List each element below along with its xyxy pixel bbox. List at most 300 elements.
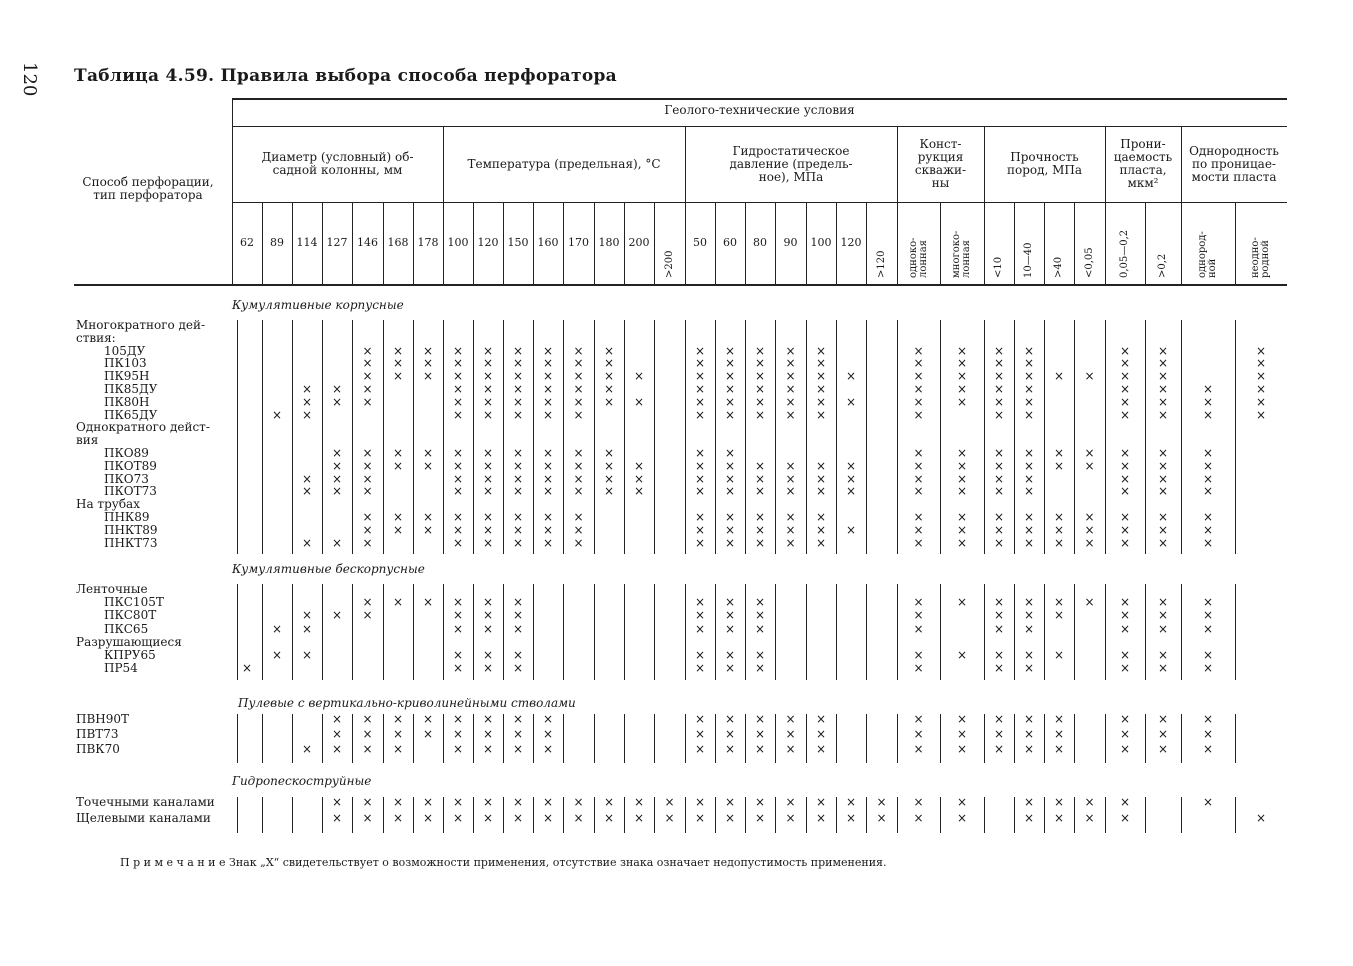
- mark-cell: ×: [542, 343, 554, 358]
- mark-cell: ×: [1119, 795, 1131, 809]
- column-line: [1145, 797, 1146, 833]
- column-line: [1014, 202, 1015, 284]
- row-label: ПК95Н: [104, 369, 150, 384]
- column-line: [654, 584, 655, 680]
- mark-cell: ×: [301, 407, 313, 422]
- column-header: 178: [417, 236, 439, 249]
- mark-cell: ×: [603, 471, 615, 486]
- mark-cell: ×: [913, 535, 924, 550]
- column-line: [1181, 797, 1182, 833]
- column-line: [1105, 584, 1106, 680]
- mark-cell: ×: [573, 535, 584, 550]
- mark-cell: ×: [1255, 407, 1267, 422]
- mark-cell: ×: [724, 661, 736, 676]
- column-line: [322, 320, 323, 554]
- column-line: [984, 797, 985, 833]
- mark-cell: ×: [603, 446, 615, 460]
- mark-cell: ×: [452, 510, 464, 524]
- mark-cell: ×: [392, 510, 404, 524]
- column-line: [775, 584, 776, 680]
- mark-cell: ×: [331, 446, 343, 460]
- column-header: 150: [507, 236, 529, 249]
- column-line: [624, 714, 625, 763]
- mark-cell: ×: [993, 356, 1005, 371]
- mark-cell: ×: [512, 369, 524, 384]
- mark-cell: ×: [694, 458, 706, 473]
- mark-cell: ×: [956, 712, 968, 726]
- column-line: [232, 98, 233, 284]
- mark-cell: ×: [1023, 446, 1035, 460]
- mark-cell: ×: [512, 608, 524, 623]
- column-line: [443, 797, 444, 833]
- mark-cell: ×: [1119, 661, 1131, 676]
- mark-cell: ×: [694, 795, 706, 809]
- mark-cell: ×: [452, 535, 464, 550]
- column-line: [685, 320, 686, 554]
- column-line: [775, 714, 776, 763]
- mark-cell: ×: [452, 712, 464, 726]
- header-construction: Конст- рукция скважи- ны: [914, 137, 967, 190]
- mark-cell: ×: [913, 595, 924, 610]
- mark-cell: ×: [542, 712, 554, 726]
- mark-cell: ×: [512, 595, 524, 610]
- mark-cell: ×: [1023, 369, 1035, 384]
- mark-cell: ×: [452, 471, 464, 486]
- mark-cell: ×: [633, 369, 645, 384]
- column-header: 160: [537, 236, 559, 249]
- mark-cell: ×: [1023, 458, 1035, 473]
- mark-cell: ×: [724, 621, 736, 636]
- mark-cell: ×: [724, 356, 736, 371]
- mark-cell: ×: [724, 394, 736, 409]
- column-line: [806, 320, 807, 554]
- mark-cell: ×: [1023, 595, 1035, 610]
- mark-cell: ×: [301, 382, 313, 396]
- mark-cell: ×: [482, 535, 494, 550]
- mark-cell: ×: [331, 795, 343, 809]
- column-line: [352, 714, 353, 763]
- mark-cell: ×: [754, 343, 766, 358]
- mark-cell: ×: [542, 394, 554, 409]
- mark-cell: ×: [815, 522, 827, 537]
- row-label: ПНКТ73: [104, 535, 158, 550]
- column-header: 100: [447, 236, 469, 249]
- column-line: [473, 584, 474, 680]
- mark-cell: ×: [1084, 369, 1095, 384]
- mark-cell: ×: [993, 535, 1005, 550]
- mark-cell: ×: [512, 382, 524, 396]
- mark-cell: ×: [1023, 471, 1035, 486]
- mark-cell: ×: [603, 382, 615, 396]
- column-line: [352, 797, 353, 833]
- column-header: 120: [840, 236, 862, 249]
- column-line: [262, 714, 263, 763]
- column-line: [866, 202, 867, 284]
- mark-cell: ×: [754, 648, 766, 662]
- mark-cell: ×: [815, 382, 827, 396]
- mark-cell: ×: [754, 727, 766, 741]
- mark-cell: ×: [724, 369, 736, 384]
- row-label: Однократного дейст-: [76, 420, 210, 435]
- mark-cell: ×: [956, 742, 968, 756]
- mark-cell: ×: [1084, 458, 1095, 473]
- mark-cell: ×: [1053, 522, 1065, 537]
- mark-cell: ×: [1157, 446, 1169, 460]
- mark-cell: ×: [694, 712, 706, 726]
- mark-cell: ×: [913, 811, 924, 825]
- mark-cell: ×: [1119, 394, 1131, 409]
- column-line: [1235, 202, 1236, 284]
- mark-cell: ×: [785, 484, 796, 499]
- mark-cell: ×: [512, 621, 524, 636]
- rule-line: [232, 126, 1287, 127]
- mark-cell: ×: [1157, 407, 1169, 422]
- column-line: [836, 797, 837, 833]
- column-line: [413, 320, 414, 554]
- mark-cell: ×: [1053, 535, 1065, 550]
- mark-cell: ×: [694, 727, 706, 741]
- column-line: [413, 714, 414, 763]
- mark-cell: ×: [573, 394, 584, 409]
- mark-cell: ×: [956, 446, 968, 460]
- mark-cell: ×: [422, 811, 434, 825]
- mark-cell: ×: [754, 369, 766, 384]
- column-line: [1235, 714, 1236, 763]
- mark-cell: ×: [452, 811, 464, 825]
- column-line: [292, 797, 293, 833]
- column-line: [1105, 202, 1106, 284]
- mark-cell: ×: [993, 522, 1005, 537]
- mark-cell: ×: [913, 394, 924, 409]
- mark-cell: ×: [603, 394, 615, 409]
- row-label: ПНКТ89: [104, 522, 158, 537]
- mark-cell: ×: [331, 484, 343, 499]
- mark-cell: ×: [452, 369, 464, 384]
- column-line: [1105, 714, 1106, 763]
- mark-cell: ×: [1023, 648, 1035, 662]
- mark-cell: ×: [694, 369, 706, 384]
- mark-cell: ×: [392, 356, 404, 371]
- mark-cell: ×: [1053, 608, 1065, 623]
- mark-cell: ×: [512, 407, 524, 422]
- column-line: [1235, 797, 1236, 833]
- column-line: [352, 320, 353, 554]
- row-label: ПНК89: [104, 510, 150, 524]
- mark-cell: ×: [956, 535, 968, 550]
- mark-cell: ×: [422, 458, 434, 473]
- mark-cell: ×: [694, 356, 706, 371]
- mark-cell: ×: [603, 356, 615, 371]
- column-line: [654, 714, 655, 763]
- mark-cell: ×: [785, 712, 796, 726]
- mark-cell: ×: [694, 382, 706, 396]
- mark-cell: ×: [694, 394, 706, 409]
- mark-cell: ×: [694, 522, 706, 537]
- mark-cell: ×: [482, 458, 494, 473]
- mark-cell: ×: [301, 648, 313, 662]
- mark-cell: ×: [362, 712, 373, 726]
- mark-cell: ×: [815, 712, 827, 726]
- mark-cell: ×: [993, 712, 1005, 726]
- mark-cell: ×: [1202, 712, 1214, 726]
- column-line: [984, 714, 985, 763]
- mark-cell: ×: [815, 727, 827, 741]
- mark-cell: ×: [694, 621, 706, 636]
- mark-cell: ×: [331, 608, 343, 623]
- column-header: 114: [296, 236, 318, 249]
- mark-cell: ×: [362, 510, 373, 524]
- mark-cell: ×: [724, 795, 736, 809]
- mark-cell: ×: [1202, 458, 1214, 473]
- mark-cell: ×: [331, 382, 343, 396]
- mark-cell: ×: [1202, 394, 1214, 409]
- row-label: ПКС65: [104, 621, 149, 636]
- header-homogeneity: Однородность по проницае- мости пласта: [1189, 143, 1279, 184]
- column-line: [503, 320, 504, 554]
- mark-cell: ×: [1202, 382, 1214, 396]
- column-header: <0,05: [1083, 247, 1095, 278]
- mark-cell: ×: [724, 742, 736, 756]
- column-line: [383, 797, 384, 833]
- mark-cell: ×: [452, 727, 464, 741]
- row-label: вия: [76, 433, 99, 448]
- column-line: [237, 797, 238, 833]
- column-header: 50: [693, 236, 707, 249]
- table-note: П р и м е ч а н и е Знак „X“ свидетельствует о возможности применения, отсутствие знака означает недопустимость применения.: [120, 856, 887, 869]
- column-line: [866, 584, 867, 680]
- mark-cell: ×: [993, 621, 1005, 636]
- mark-cell: ×: [422, 595, 434, 610]
- header-pressure: Гидростатическое давление (предель- ное), МПа: [729, 143, 853, 184]
- rule-line: [232, 202, 1287, 203]
- column-line: [806, 584, 807, 680]
- mark-cell: ×: [1084, 795, 1095, 809]
- column-header: одноко- лонная: [907, 237, 929, 278]
- mark-cell: ×: [1202, 484, 1214, 499]
- mark-cell: ×: [815, 458, 827, 473]
- mark-cell: ×: [1053, 369, 1065, 384]
- mark-cell: ×: [876, 795, 887, 809]
- mark-cell: ×: [512, 661, 524, 676]
- mark-cell: ×: [482, 407, 494, 422]
- mark-cell: ×: [482, 471, 494, 486]
- column-line: [594, 797, 595, 833]
- mark-cell: ×: [1119, 648, 1131, 662]
- mark-cell: ×: [452, 595, 464, 610]
- mark-cell: ×: [956, 595, 968, 610]
- column-line: [443, 584, 444, 680]
- mark-cell: ×: [1202, 446, 1214, 460]
- column-line: [262, 797, 263, 833]
- mark-cell: ×: [512, 742, 524, 756]
- mark-cell: ×: [1119, 484, 1131, 499]
- mark-cell: ×: [512, 727, 524, 741]
- mark-cell: ×: [1023, 343, 1035, 358]
- mark-cell: ×: [754, 595, 766, 610]
- column-line: [866, 797, 867, 833]
- mark-cell: ×: [512, 795, 524, 809]
- mark-cell: ×: [993, 742, 1005, 756]
- row-label: ПР54: [104, 661, 138, 676]
- mark-cell: ×: [331, 742, 343, 756]
- column-line: [594, 714, 595, 763]
- column-line: [1074, 202, 1075, 284]
- mark-cell: ×: [362, 595, 373, 610]
- mark-cell: ×: [724, 471, 736, 486]
- mark-cell: ×: [392, 458, 404, 473]
- column-line: [443, 320, 444, 554]
- mark-cell: ×: [633, 471, 645, 486]
- mark-cell: ×: [362, 608, 373, 623]
- column-header: 120: [477, 236, 499, 249]
- column-line: [262, 320, 263, 554]
- mark-cell: ×: [512, 394, 524, 409]
- column-line: [624, 320, 625, 554]
- mark-cell: ×: [452, 446, 464, 460]
- mark-cell: ×: [694, 484, 706, 499]
- column-header: многоко- лонная: [951, 230, 972, 278]
- mark-cell: ×: [1084, 535, 1095, 550]
- mark-cell: ×: [785, 356, 796, 371]
- column-line: [745, 714, 746, 763]
- mark-cell: ×: [913, 712, 924, 726]
- column-line: [473, 797, 474, 833]
- mark-cell: ×: [913, 343, 924, 358]
- mark-cell: ×: [1202, 621, 1214, 636]
- mark-cell: ×: [301, 621, 313, 636]
- column-line: [292, 320, 293, 554]
- mark-cell: ×: [724, 484, 736, 499]
- mark-cell: ×: [573, 369, 584, 384]
- mark-cell: ×: [1202, 648, 1214, 662]
- mark-cell: ×: [785, 382, 796, 396]
- section-title: Кумулятивные корпусные: [232, 298, 404, 312]
- mark-cell: ×: [482, 343, 494, 358]
- mark-cell: ×: [1084, 595, 1095, 610]
- mark-cell: ×: [754, 471, 766, 486]
- mark-cell: ×: [512, 510, 524, 524]
- mark-cell: ×: [993, 458, 1005, 473]
- mark-cell: ×: [301, 742, 313, 756]
- mark-cell: ×: [913, 727, 924, 741]
- mark-cell: ×: [785, 535, 796, 550]
- mark-cell: ×: [1119, 712, 1131, 726]
- mark-cell: ×: [301, 608, 313, 623]
- row-label: Ленточные: [76, 582, 148, 596]
- column-line: [322, 714, 323, 763]
- column-line: [594, 320, 595, 554]
- mark-cell: ×: [1119, 811, 1131, 825]
- mark-cell: ×: [694, 510, 706, 524]
- column-line: [1014, 797, 1015, 833]
- column-header: 146: [357, 236, 378, 249]
- mark-cell: ×: [452, 458, 464, 473]
- row-label: ПКО89: [104, 446, 149, 460]
- mark-cell: ×: [993, 484, 1005, 499]
- mark-cell: ×: [512, 535, 524, 550]
- row-label: ПКО73: [104, 471, 149, 486]
- mark-cell: ×: [724, 510, 736, 524]
- column-line: [1145, 202, 1146, 284]
- header-strength: Прочность пород, МПа: [1006, 150, 1083, 177]
- mark-cell: ×: [331, 712, 343, 726]
- mark-cell: ×: [913, 510, 924, 524]
- column-line: [237, 584, 238, 680]
- column-line: [806, 714, 807, 763]
- mark-cell: ×: [815, 394, 827, 409]
- mark-cell: ×: [1255, 394, 1267, 409]
- column-line: [473, 714, 474, 763]
- mark-cell: ×: [993, 382, 1005, 396]
- header-temperature: Температура (предельная), °С: [467, 156, 661, 171]
- mark-cell: ×: [482, 742, 494, 756]
- mark-cell: ×: [754, 510, 766, 524]
- mark-cell: ×: [392, 811, 404, 825]
- mark-cell: ×: [422, 522, 434, 537]
- mark-cell: ×: [694, 661, 706, 676]
- mark-cell: ×: [815, 369, 827, 384]
- mark-cell: ×: [785, 458, 796, 473]
- mark-cell: ×: [785, 795, 796, 809]
- mark-cell: ×: [1255, 356, 1267, 371]
- header-diameter: Диаметр (условный) об- садной колонны, мм: [261, 150, 414, 177]
- mark-cell: ×: [754, 661, 766, 676]
- mark-cell: ×: [694, 648, 706, 662]
- mark-cell: ×: [422, 369, 434, 384]
- mark-cell: ×: [633, 484, 645, 499]
- mark-cell: ×: [362, 811, 373, 825]
- mark-cell: ×: [1023, 407, 1035, 422]
- table-title: Таблица 4.59. Правила выбора способа перфоратора: [74, 66, 617, 86]
- mark-cell: ×: [694, 446, 706, 460]
- mark-cell: ×: [815, 471, 827, 486]
- mark-cell: ×: [724, 595, 736, 610]
- mark-cell: ×: [956, 458, 968, 473]
- column-line: [1074, 320, 1075, 554]
- mark-cell: ×: [993, 343, 1005, 358]
- column-line: [715, 797, 716, 833]
- mark-cell: ×: [694, 471, 706, 486]
- mark-cell: ×: [1157, 484, 1169, 499]
- mark-cell: ×: [845, 484, 857, 499]
- mark-cell: ×: [1023, 394, 1035, 409]
- column-header: 100: [810, 236, 832, 249]
- row-label: ПКС80Т: [104, 608, 157, 623]
- mark-cell: ×: [694, 811, 706, 825]
- mark-cell: ×: [633, 811, 645, 825]
- mark-cell: ×: [392, 522, 404, 537]
- mark-cell: ×: [1053, 712, 1065, 726]
- mark-cell: ×: [956, 795, 968, 809]
- column-line: [654, 320, 655, 554]
- mark-cell: ×: [754, 742, 766, 756]
- mark-cell: ×: [512, 446, 524, 460]
- mark-cell: ×: [422, 795, 434, 809]
- mark-cell: ×: [845, 458, 857, 473]
- column-line: [503, 714, 504, 763]
- column-line: [563, 714, 564, 763]
- mark-cell: ×: [913, 471, 924, 486]
- column-line: [745, 797, 746, 833]
- mark-cell: ×: [754, 795, 766, 809]
- column-line: [1074, 584, 1075, 680]
- mark-cell: ×: [1157, 458, 1169, 473]
- column-line: [292, 714, 293, 763]
- mark-cell: ×: [754, 407, 766, 422]
- mark-cell: ×: [1084, 446, 1095, 460]
- mark-cell: ×: [754, 394, 766, 409]
- mark-cell: ×: [815, 535, 827, 550]
